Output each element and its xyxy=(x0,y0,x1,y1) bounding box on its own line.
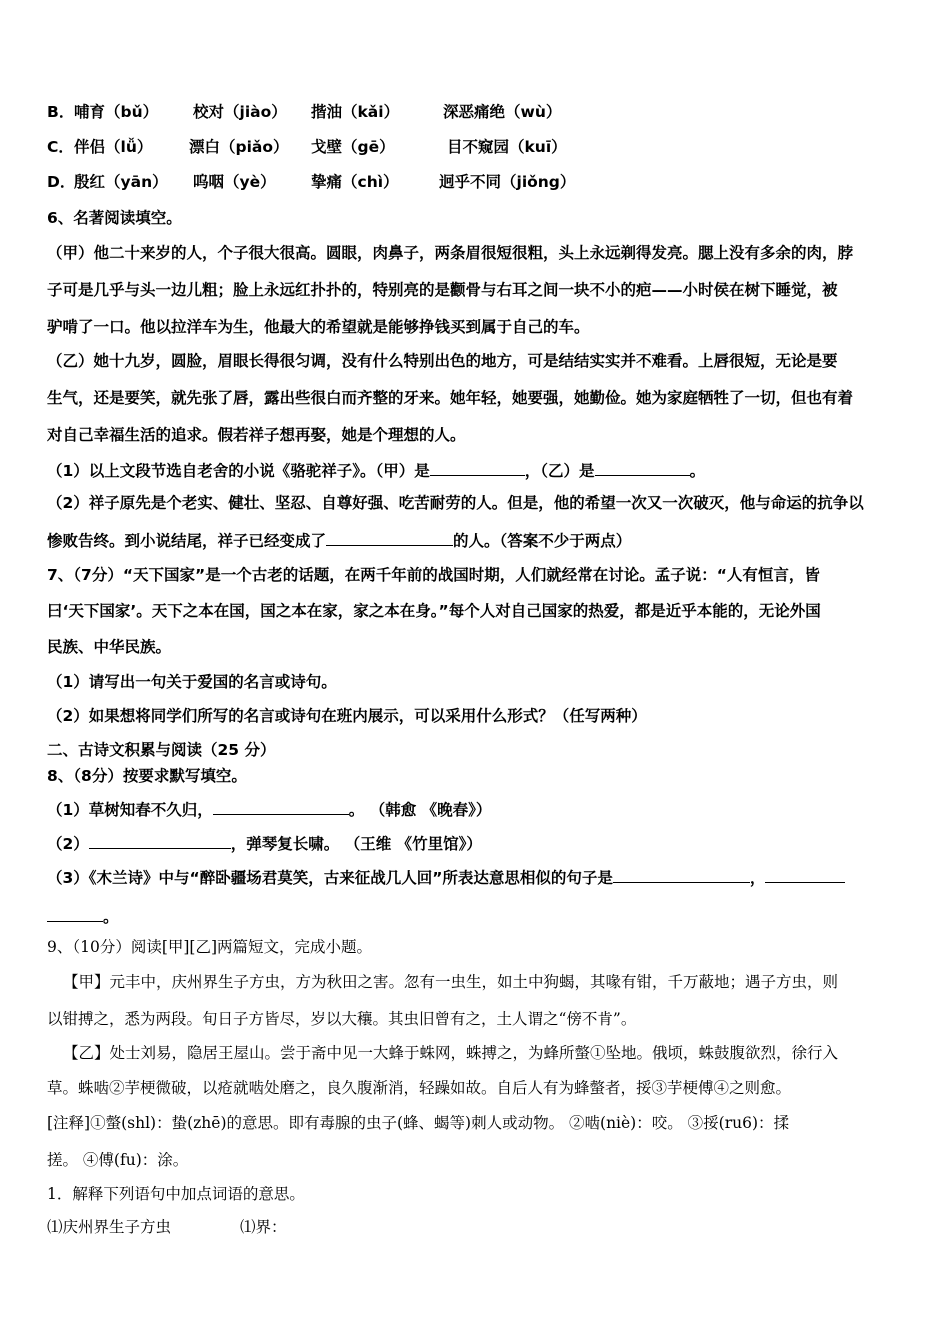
q8-text: （1）草树知春不久归， xyxy=(47,801,213,819)
q6-sub1-text: （1）以上文段节选自老舍的小说《骆驼祥子》。（甲）是 xyxy=(47,462,430,480)
q6-sub1 xyxy=(47,459,705,481)
q9-jia-line: 以钳搏之，悉为两段。旬日子方皆尽，岁以大穰。其虫旧曾有之，土人谓之“傍不肯”。 xyxy=(47,1010,637,1028)
q8-text: 。 （韩愈 《晚春》） xyxy=(348,801,492,819)
q6-sub2-text: 惨败告终。到小说结尾，祥子已经变成了 xyxy=(47,532,327,550)
choice-d-label: D． xyxy=(47,173,76,191)
q9-note-line: 搓。 ④傅(fu)：涂。 xyxy=(47,1151,189,1169)
q6-jia-line: 驴啃了一口。他以拉洋车为生，他最大的希望就是能够挣钱买到属于自己的车。 xyxy=(47,318,590,336)
q6-jia-line: （甲）他二十来岁的人，个子很大很高。圆眼，肉鼻子，两条眉很短很粗，头上永远剃得发亮。腮上没有多余的肉，脖 xyxy=(47,244,854,262)
q7-line: 曰‘天下国家’。天下之本在国，国之本在家，家之本在身。”每个人对自己国家的热爱，都是近乎本能的，无论外国 xyxy=(47,602,821,620)
q8-sub3-cont xyxy=(47,905,119,927)
section-heading: 二、古诗文积累与阅读（25 分） xyxy=(47,741,276,759)
q8-blank-3b[interactable] xyxy=(765,866,845,883)
q8-text: ，弹琴复长啸。 （王维 《竹里馆》） xyxy=(230,835,482,853)
q6-sub2-text: 的人。（答案不少于两点） xyxy=(453,532,632,550)
q8-sub3 xyxy=(47,866,845,888)
q8-blank-3a[interactable] xyxy=(613,866,750,883)
choice-d-item: 挚痛（chì） xyxy=(311,173,399,191)
q9-sub1-answer: ⑴界： xyxy=(240,1218,287,1236)
q6-sub1-blank-jia[interactable] xyxy=(430,459,525,476)
q9-jia-line: 【甲】元丰中，庆州界生子方虫，方为秋田之害。忽有一虫生，如土中狗蝎，其喙有钳，千万蔽地；遇子方虫，则 xyxy=(63,973,839,991)
q9-sub1-item: ⑴庆州界生子方虫 xyxy=(47,1218,172,1236)
q9-yi-line: 【乙】处士刘易，隐居王屋山。尝于斋中见一大蜂于蛛网，蛛搏之，为蜂所螫①坠地。俄顷，蛛鼓腹欲烈，徐行入 xyxy=(63,1044,839,1062)
choice-b-label: B． xyxy=(47,103,75,121)
q8-sub1 xyxy=(47,798,491,820)
q6-yi-line: 生气，还是要笑，就先张了唇，露出些很白而齐整的牙来。她年轻，她要强，她勤俭。她为家庭牺牲了一切，但也有着 xyxy=(47,389,854,407)
q6-sub2-line: （2）祥子原先是个老实、健壮、坚忍、自尊好强、吃苦耐劳的人。但是，他的希望一次又一次破灭，他与命运的抗争以 xyxy=(47,494,864,512)
choice-c-item: 伴侣（lǚ） xyxy=(74,138,153,156)
q8-blank-3c[interactable] xyxy=(47,905,103,922)
choice-b-item: 深恶痛绝（wù） xyxy=(443,103,562,121)
choice-b-item: 哺育（bǔ） xyxy=(74,103,159,121)
q8-text: （3）《木兰诗》中与“醉卧疆场君莫笑，古来征战几人回”所表达意思相似的句子是 xyxy=(47,869,613,887)
choice-d-item: 呜咽（yè） xyxy=(193,173,276,191)
q6-sub1-text: ，（乙）是 xyxy=(524,462,595,480)
choice-c-item: 戈壁（gē） xyxy=(311,138,395,156)
choice-c-item: 目不窥园（kuī） xyxy=(447,138,567,156)
q6-title: 6、名著阅读填空。 xyxy=(47,209,182,227)
q8-text: 。 xyxy=(103,908,119,926)
q7-line: 7、（7分）“天下国家”是一个古老的话题，在两千年前的战国时期，人们就经常在讨论。孟子说：“人有恒言，皆 xyxy=(47,566,820,584)
q9-sub1: 1．解释下列语句中加点词语的意思。 xyxy=(47,1185,305,1203)
q6-sub1-text: 。 xyxy=(689,462,706,480)
q8-text: ， xyxy=(749,869,766,887)
q7-sub2: （2）如果想将同学们所写的名言或诗句在班内展示，可以采用什么形式？（任写两种） xyxy=(47,707,647,725)
q6-sub2-blank[interactable] xyxy=(326,529,453,546)
q6-sub1-blank-yi[interactable] xyxy=(595,459,690,476)
q6-yi-line: 对自己幸福生活的追求。假若祥子想再娶，她是个理想的人。 xyxy=(47,426,466,444)
q8-title: 8、（8分）按要求默写填空。 xyxy=(47,767,247,785)
q6-sub2-line xyxy=(47,529,631,551)
q9-title: 9、（10分）阅读[甲][乙]两篇短文，完成小题。 xyxy=(47,938,373,956)
q9-note-line: [注释]①螫(shl)：蛰(zhē)的意思。即有毒腺的虫子(蜂、蝎等)刺人或动物。 ②啮(niè)：咬。 ③挼(ru6)：揉 xyxy=(47,1114,790,1132)
q6-yi-line: （乙）她十九岁，圆脸，眉眼长得很匀调，没有什么特别出色的地方，可是结结实实并不难看。上唇很短，无论是要 xyxy=(47,352,838,370)
q7-sub1: （1）请写出一句关于爱国的名言或诗句。 xyxy=(47,673,337,691)
choice-b-item: 揩油（kǎi） xyxy=(311,103,400,121)
choice-c-item: 漂白（piǎo） xyxy=(189,138,289,156)
choice-c-label: C． xyxy=(47,138,74,156)
q9-yi-line: 草。蛛啮②芋梗微破，以疮就啮处磨之，良久腹渐消，轻躁如故。自后人有为蜂螫者，挼③芋梗傅④之则愈。 xyxy=(47,1079,792,1097)
q8-blank-2[interactable] xyxy=(89,832,231,849)
choice-b-item: 校对（jiào） xyxy=(193,103,287,121)
q8-blank-1[interactable] xyxy=(213,798,349,815)
choice-d-item: 殷红（yān） xyxy=(74,173,168,191)
q8-text: （2） xyxy=(47,835,89,853)
q6-jia-line: 子可是几乎与头一边儿粗；脸上永远红扑扑的，特别亮的是颧骨与右耳之间一块不小的疤——小时侯在树下睡觉，被 xyxy=(47,281,838,299)
choice-d-item: 迥乎不同（jiǒng） xyxy=(439,173,576,191)
q8-sub2 xyxy=(47,832,482,854)
q7-line: 民族、中华民族。 xyxy=(47,638,172,656)
